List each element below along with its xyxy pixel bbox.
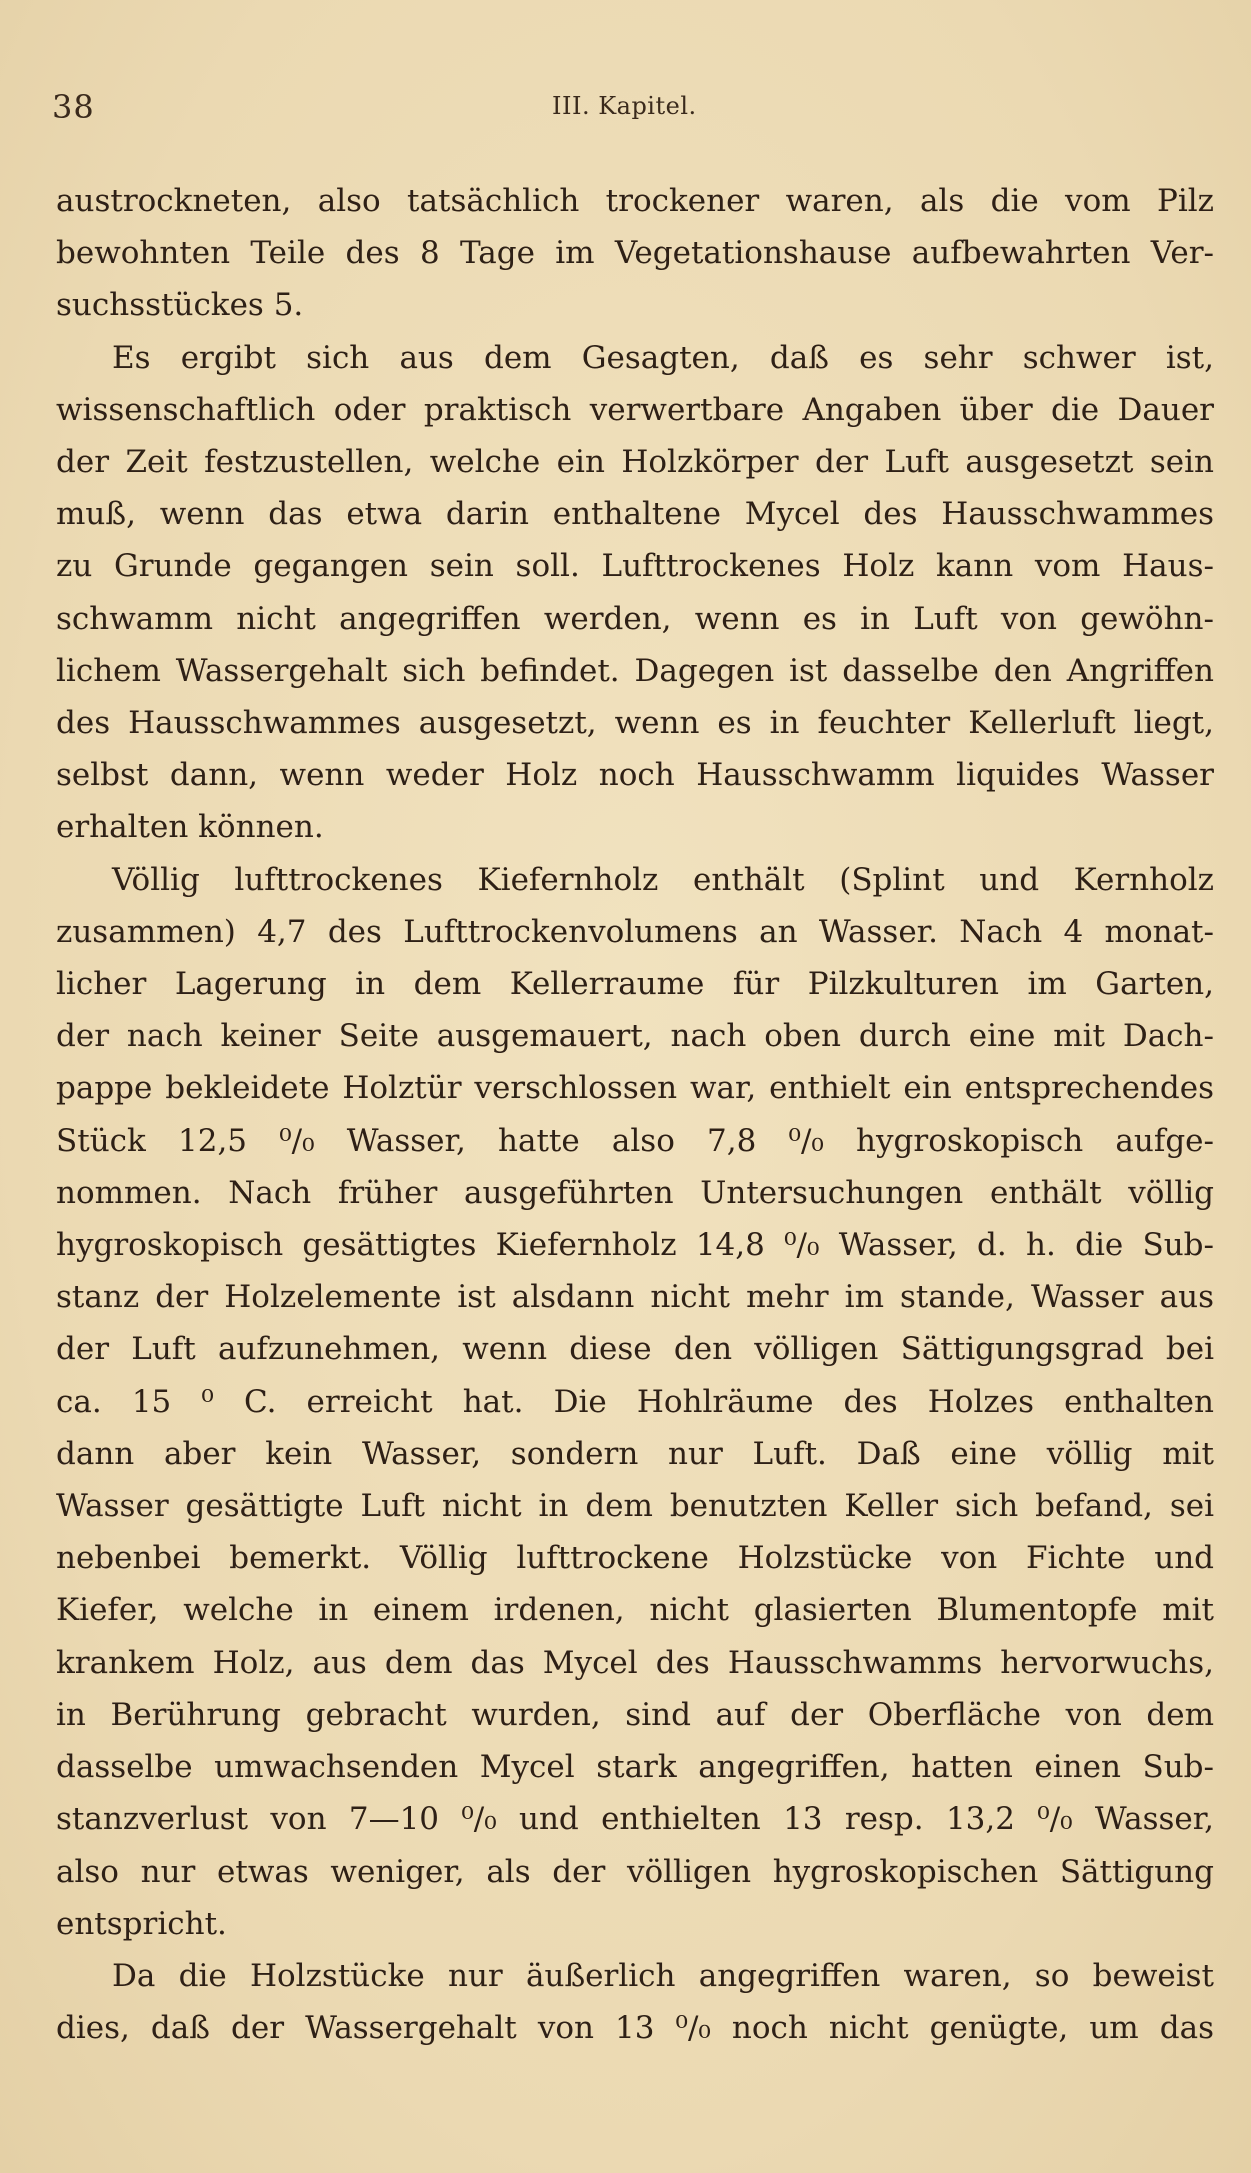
text-line: nommen. Nach früher ausgeführten Untersuchungen enthält völlig: [56, 1174, 1214, 1211]
text-line: der Luft aufzunehmen, wenn diese den völligen Sättigungsgrad bei: [56, 1331, 1214, 1368]
text-line: Stück 12,5 ⁰/₀ Wasser, hatte also 7,8 ⁰/₀ hygroskopisch aufge-: [56, 1122, 1214, 1159]
text-line: zu Grunde gegangen sein soll. Lufttrockenes Holz kann vom Haus-: [56, 548, 1214, 585]
text-line: suchsstückes 5.: [56, 287, 304, 324]
text-line: Es ergibt sich aus dem Gesagten, daß es sehr schwer ist,: [112, 339, 1214, 376]
text-line: erhalten können.: [56, 809, 324, 846]
text-line: in Berührung gebracht wurden, sind auf der Oberfläche von dem: [56, 1696, 1214, 1733]
text-line: also nur etwas weniger, als der völligen hygroskopischen Sättigung: [56, 1853, 1214, 1890]
text-line: Völlig lufttrockenes Kiefernholz enthält (Splint und Kernholz: [112, 861, 1214, 898]
text-line: lichem Wassergehalt sich befindet. Dagegen ist dasselbe den Angriffen: [56, 652, 1214, 689]
text-line: muß, wenn das etwa darin enthaltene Mycel des Hausschwammes: [56, 496, 1214, 533]
text-line: stanzverlust von 7—10 ⁰/₀ und enthielten 13 resp. 13,2 ⁰/₀ Wasser,: [56, 1801, 1214, 1838]
text-line: der Zeit festzustellen, welche ein Holzkörper der Luft ausgesetzt sein: [56, 444, 1214, 481]
text-line: austrockneten, also tatsächlich trockener waren, als die vom Pilz: [56, 183, 1214, 219]
text-line: entspricht.: [56, 1905, 227, 1942]
text-line: des Hausschwammes ausgesetzt, wenn es in feuchter Kellerluft liegt,: [56, 705, 1214, 742]
text-line: wissenschaftlich oder praktisch verwertbare Angaben über die Dauer: [56, 391, 1214, 428]
text-line: dies, daß der Wassergehalt von 13 ⁰/₀ noch nicht genügte, um das: [56, 2010, 1214, 2047]
text-line: hygroskopisch gesättigtes Kiefernholz 14,8 ⁰/₀ Wasser, d. h. die Sub-: [56, 1227, 1214, 1264]
text-line: Da die Holzstücke nur äußerlich angegriffen waren, so beweist: [112, 1957, 1214, 1994]
text-line: selbst dann, wenn weder Holz noch Hausschwamm liquides Wasser: [56, 757, 1214, 794]
page-number: 38: [52, 88, 95, 126]
text-line: Wasser gesättigte Luft nicht in dem benutzten Keller sich befand, sei: [56, 1488, 1214, 1525]
text-line: dasselbe umwachsenden Mycel stark angegriffen, hatten einen Sub-: [56, 1749, 1214, 1786]
text-line: ca. 15 ⁰ C. erreicht hat. Die Hohlräume des Holzes enthalten: [56, 1383, 1214, 1420]
text-line: zusammen) 4,7 des Lufttrockenvolumens an Wasser. Nach 4 monat-: [56, 913, 1214, 950]
running-head: [52, 88, 1251, 128]
text-line: schwamm nicht angegriffen werden, wenn es in Luft von gewöhn-: [56, 600, 1214, 637]
text-line: krankem Holz, aus dem das Mycel des Hausschwamms hervorwuchs,: [56, 1644, 1214, 1681]
chapter-title: III. Kapitel.: [552, 92, 697, 120]
text-line: nebenbei bemerkt. Völlig lufttrockene Holzstücke von Fichte und: [56, 1540, 1214, 1577]
text-line: bewohnten Teile des 8 Tage im Vegetationshause aufbewahrten Ver-: [56, 235, 1214, 272]
text-line: stanz der Holzelemente ist alsdann nicht mehr im stande, Wasser aus: [56, 1279, 1214, 1316]
text-line: Kiefer, welche in einem irdenen, nicht glasierten Blumentopfe mit: [56, 1592, 1214, 1629]
body-text: [56, 175, 1214, 2054]
text-line: dann aber kein Wasser, sondern nur Luft. Daß eine völlig mit: [56, 1435, 1214, 1472]
text-line: pappe bekleidete Holztür verschlossen war, enthielt ein entsprechendes: [56, 1070, 1214, 1107]
text-line: der nach keiner Seite ausgemauert, nach oben durch eine mit Dach-: [56, 1018, 1214, 1055]
text-line: licher Lagerung in dem Kellerraume für Pilzkulturen im Garten,: [56, 966, 1214, 1003]
